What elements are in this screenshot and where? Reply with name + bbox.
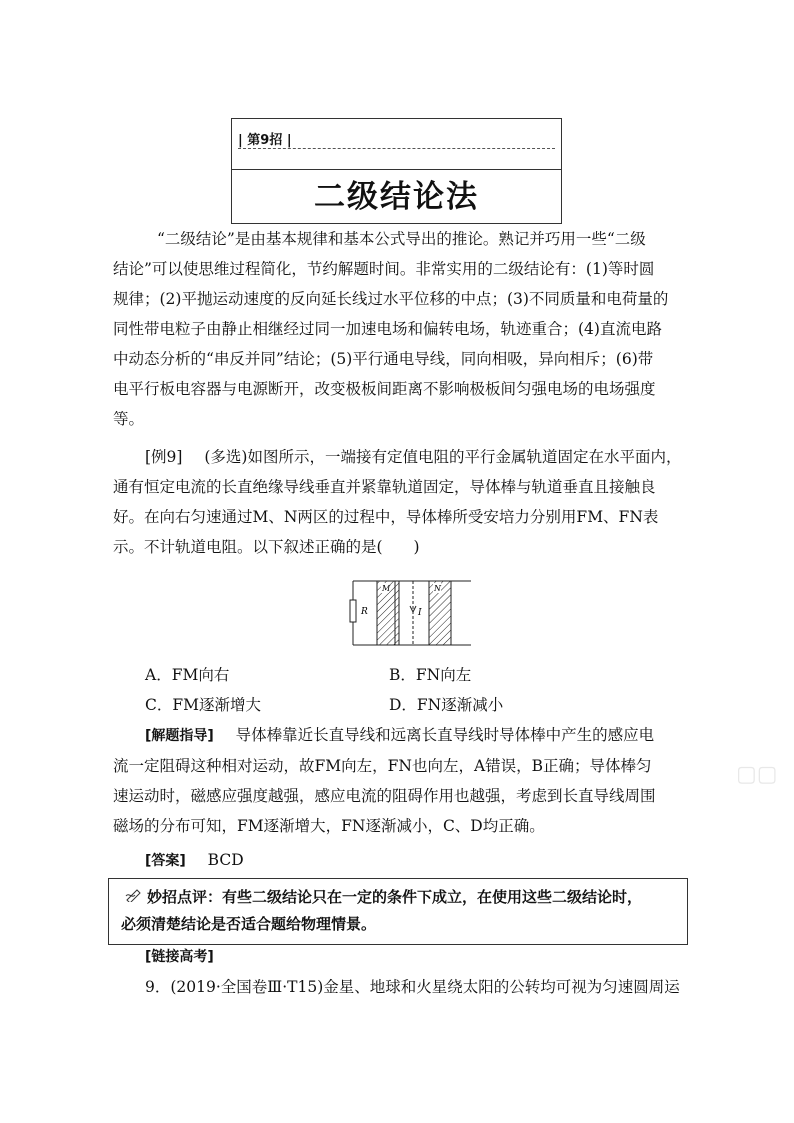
intro-line: 同性带电粒子由静止相继经过同一加速电场和偏转电场，轨迹重合；(4)直流电路 — [113, 320, 662, 338]
tip-box — [108, 878, 688, 945]
option-a: A．FM向右 — [145, 666, 230, 684]
link-label: [链接高考] — [145, 949, 214, 965]
solution-line: 速运动时，磁感应强度越强，感应电流的阻碍作用也越强，考虑到长直导线周围 — [113, 787, 656, 805]
solution — [113, 720, 693, 841]
question-9 — [145, 972, 705, 1002]
example-label: [例9] — [145, 448, 183, 466]
answer-value: BCD — [207, 851, 244, 869]
intro-line: 电平行板电容器与电源断开，改变极板间距离不影响极板间匀强电场的电场强度 — [113, 380, 656, 398]
dashed-divider — [238, 148, 555, 149]
example-line: 示。不计轨道电阻。以下叙述正确的是( ) — [113, 538, 420, 556]
example-line: (多选)如图所示，一端接有定值电阻的平行金属轨道固定在水平面内， — [204, 448, 682, 466]
intro-line: 等。 — [113, 410, 145, 428]
solution-line: 磁场的分布可知，FM逐渐增大，FN逐渐减小，C、D均正确。 — [113, 817, 545, 835]
region-m-label: M — [382, 584, 391, 593]
tip-text: 妙招点评：有些二级结论只在一定的条件下成立，在使用这些二级结论时， — [147, 888, 643, 906]
solution-label: [解题指导] — [145, 728, 214, 744]
intro-line: 结论”可以使思维过程简化，节约解题时间。非常实用的二级结论有：(1)等时圆 — [113, 260, 655, 278]
region-n-label: N — [434, 584, 441, 593]
answer — [145, 845, 685, 876]
example-9 — [113, 442, 693, 562]
resistor-label: R — [361, 607, 368, 617]
option-c: C．FM逐渐增大 — [145, 696, 261, 714]
watermark: ▢▢ — [736, 762, 778, 787]
tip-text: 必须清楚结论是否适合题给物理情景。 — [121, 915, 377, 933]
pen-icon — [125, 888, 143, 902]
intro-line: “二级结论”是由基本规律和基本公式导出的推论。熟记并巧用一些“二级 — [157, 230, 646, 248]
current-label: I — [418, 608, 422, 618]
solution-line: 导体棒靠近长直导线和远离长直导线时导体棒中产生的感应电 — [235, 726, 655, 744]
link-section — [145, 942, 685, 972]
rail-circuit-diagram — [347, 578, 471, 648]
question-9-line: 9．(2019·全国卷Ⅲ·T15)金星、地球和火星绕太阳的公转均可视为匀速圆周运 — [145, 978, 680, 996]
option-b: B．FN向左 — [389, 666, 472, 684]
answer-label: [答案] — [145, 853, 186, 869]
solution-line: 流一定阻碍这种相对运动，故FM向左，FN也向左，A错误，B正确；导体棒匀 — [113, 757, 652, 775]
title-box — [231, 118, 562, 224]
example-line: 通有恒定电流的长直绝缘导线垂直并紧靠轨道固定，导体棒与轨道垂直且接触良 — [113, 478, 656, 496]
intro-line: 中动态分析的“串反并同”结论；(5)平行通电导线，同向相吸，异向相斥；(6)带 — [113, 350, 654, 368]
example-line: 好。在向右匀速通过M、N两区的过程中，导体棒所受安培力分别用FM、FN表 — [113, 508, 659, 526]
resistor-symbol — [350, 600, 356, 622]
solid-divider — [232, 169, 561, 170]
section-tag: | 第9招 | — [238, 133, 292, 148]
intro-line: 规律；(2)平抛运动速度的反向延长线过水平位移的中点；(3)不同质量和电荷量的 — [113, 290, 669, 308]
option-d: D．FN逐渐减小 — [389, 696, 504, 714]
page-title: 二级结论法 — [314, 179, 479, 215]
intro-paragraph — [113, 224, 685, 434]
